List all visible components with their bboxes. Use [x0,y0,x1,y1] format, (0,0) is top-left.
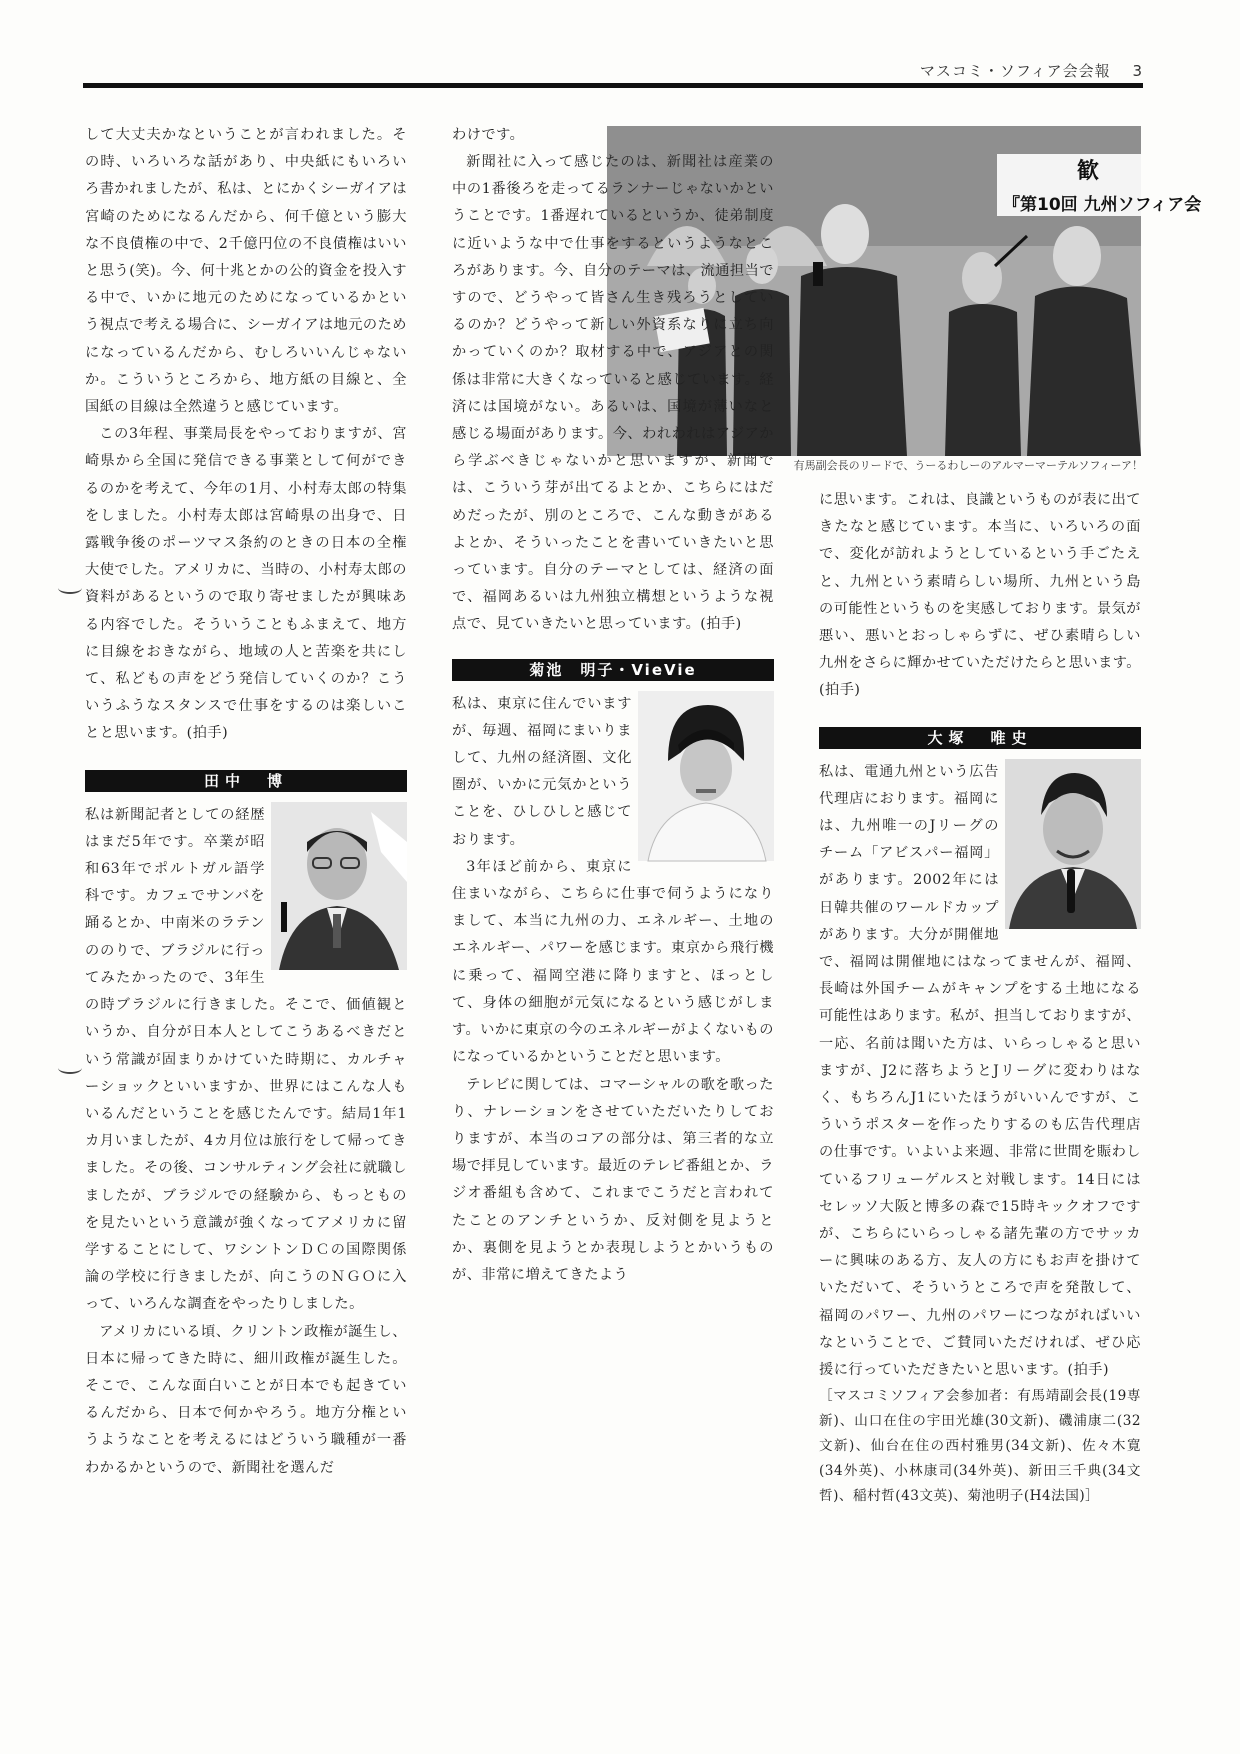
page-number: 3 [1132,62,1143,80]
column-3-paragraph-2: 私は、電通九州という広告代理店におります。福岡には、九州唯一のJリーグのチーム「アビスパー福岡」があります。2002年には日韓共催のワールドカップがあります。大分が開催地で、福岡は開催地にはなってませんが、福岡、長崎は外国チームがキャンプをする土地になる可能性はあります。私が、担当しておりますが、一応、名前は聞いた方は、いらっしゃると思いますが、J2に落ちようとJリーグに変わりはなく、もちろんJ1にいたほうがいいんですが、こういうポスターを作ったりするのも広告代理店の仕事です。いよいよ来週、非常に世間を賑わしているフリューゲルスと対戦します。14日にはセレッソ大阪と博多の森で15時キックオフですが、こちらにいらっしゃる諸先輩の方でサッカーに興味のある方、友人の方にもお声を掛けていただいて、そういうところで声を発散して、福岡のパワー、九州のパワーにつながればいいなということで、ご賛同いただければ、ぜひ応援に行っていただきたいと思います。(拍手) [819,763,1141,1379]
column-3-paragraph-1: に思います。これは、良識というものが表に出てきたなと感じています。本当に、いろいろの面で、変化が訪れようとしているという手ごたえと、九州という素晴らしい場所、九州という島の可能性というものを実感しております。景気が悪い、悪いとおっしゃらずに、ぜひ素晴らしい九州をさらに輝かせていただけたらと思います。(拍手) [819,492,1141,699]
kikuchi-portrait-image [638,691,774,861]
binding-mark-1 [58,582,82,594]
participants-list: ［マスコミソフィア会参加者：有馬靖副会長(19専新)、山口在住の宇田光雄(30文新)、磯浦康二(32文新)、仙台在住の西村雅男(34文新)、佐々木寛(34外英)、小林康司(34外英)、新田三千典(34文哲)、稲村哲(43文英)、菊池明子(H4法国)］ [819,1388,1141,1505]
page-header [920,60,1143,81]
kikuchi-portrait-photo [638,691,774,861]
binding-mark-2 [58,1062,82,1074]
newsletter-title: マスコミ・ソフィア会会報 [919,62,1111,80]
photo-caption: 有馬副会長のリードで、うーるわしーのアルマーマーテルソフィーア！ [793,459,1143,472]
column-2 [452,149,774,1289]
tanaka-portrait-image [271,802,407,970]
tanaka-portrait-photo [271,802,407,970]
speaker-name-kikuchi: 菊池 明子・VieVie [452,659,774,681]
banner-line-2: 『第10回 九州ソフィア会 [1003,195,1202,215]
column-1-paragraph-3: 私は新聞記者としての経歴はまだ5年です。卒業が昭和63年でポルトガル語学科です。カフェでサンバを踊るとか、中南米のラテンののりで、ブラジルに行ってみたかったので、3年生の時ブラジルに行きました。そこで、価値観というか、自分が日本人としてこうあるべきだという常識が固まりかけていた時期に、カルチャーショックといいますか、世界にはこんな人もいるんだということを感じたんです。結局1年1カ月いましたが、4カ月位は旅行をして帰ってきました。その後、コンサルティング会社に就職しましたが、ブラジルでの経験から、もっとものを見たいという意識が強くなってアメリカに留学することにして、ワシントンＤＣの国際関係論の学校に行きましたが、向こうのＮＧＯに入って、いろんな調査をやったりしました。 [85,806,407,1313]
speaker-name-otsuka: 大塚 唯史 [819,727,1141,749]
column-1 [85,122,407,1482]
column-3 [819,487,1141,1509]
column-2-paragraph-4: 3年ほど前から、東京に住まいながら、こちらに仕事で伺うようになりまして、本当に九州の力、エネルギー、土地のエネルギー、パワーを感じます。東京から飛行機に乗って、福岡空港に降りますと、ほっとして、身体の細胞が元気になるという感じがします。いかに東京の今のエネルギーがよくないものになっているかということだと思います。 [452,858,774,1066]
column-1-paragraph-2: この3年程、事業局長をやっておりますが、宮崎県から全国に発信できる事業として何ができるのかを考えて、今年の1月、小村寿太郎の特集をしました。小村寿太郎は宮崎県の出身で、日露戦争後のポーツマス条約のときの日本の全権大使でした。アメリカに、当時の、小村寿太郎の資料があるというので取り寄せましたが興味ある内容でした。そういうこともふまえて、地方に目線をおきながら、地域の人と苦楽を共にして、私どもの声をどう発信していくのか？こういうふうなスタンスで仕事をするのは楽しいことと思います。(拍手) [85,426,407,742]
otsuka-portrait-photo [1005,759,1141,929]
header-rule [83,83,1143,88]
column-2-paragraph-2: 新聞社に入って感じたのは、新聞社は産業の中の1番後ろを走ってるランナーじゃないかということです。1番遅れているというか、徒弟制度に近いような中で仕事をするというようなところがあります。今、自分のテーマは、流通担当ですので、どうやって皆さん生き残ろうとしているのか？どうやって新しい外資系なりに立ち向かっていくのか？取材する中で、アジアとの関係は非常に大きくなっていると感じています。経済には国境がない。あるいは、国境が薄いなと感じる場面があります。今、われわれはアジアから学ぶべきじゃないかと思いますが、新聞では、こういう芽が出てるよとか、こちらにはだめだったが、別のところで、こんな動きがあるよとか、そういったことを書いていきたいと思っています。自分のテーマとしては、経済の面で、福岡あるいは九州独立構想というような視点で、見ていきたいと思っています。(拍手) [452,154,774,633]
column-1-paragraph-4: アメリカにいる頃、クリントン政権が誕生し、日本に帰ってきた時に、細川政権が誕生した。そこで、こんな面白いことが日本でも起きているんだから、日本で何かやろう。地方分権というようなことを考えるにはどういう職種が一番わかるかというので、新聞社を選んだ [85,1323,407,1476]
column-1-paragraph-1: して大丈夫かなということが言われました。その時、いろいろな話があり、中央紙にもいろいろ書かれましたが、私は、とにかくシーガイアは宮崎のためになるんだから、何千億という膨大な不良債権の中で、2千億円位の不良債権はいいと思う(笑)。今、何十兆とかの公的資金を投入する中で、いかに地元のためになっているかという視点で考える場合に、シーガイアは地元のためになっているんだから、むしろいいんじゃないか。こういうところから、地方紙の目線と、全国紙の目線は全然違うと感じています。 [85,127,407,416]
speaker-name-tanaka: 田中 博 [85,770,407,792]
column-2-paragraph-5: テレビに関しては、コマーシャルの歌を歌ったり、ナレーションをさせていただいたりしておりますが、本当のコアの部分は、第三者的な立場で拝見しています。最近のテレビ番組とか、ラジオ番組も含めて、これまでこうだと言われてたことのアンチというか、反対側を見ようとか、裏側を見ようとか表現しようとかいうものが、非常に増えてきたよう [452,1076,774,1283]
otsuka-portrait-image [1005,759,1141,929]
banner-line-1: 歓 [1077,159,1100,184]
column-2-paragraph-1: わけです。 [452,127,525,143]
column-2-upper [452,122,602,149]
column-2-paragraph-3: 私は、東京に住んでいますが、毎週、福岡にまいりまして、九州の経済圏、文化圏が、いかに元気かということを、ひしひしと感じております。 [452,695,632,848]
